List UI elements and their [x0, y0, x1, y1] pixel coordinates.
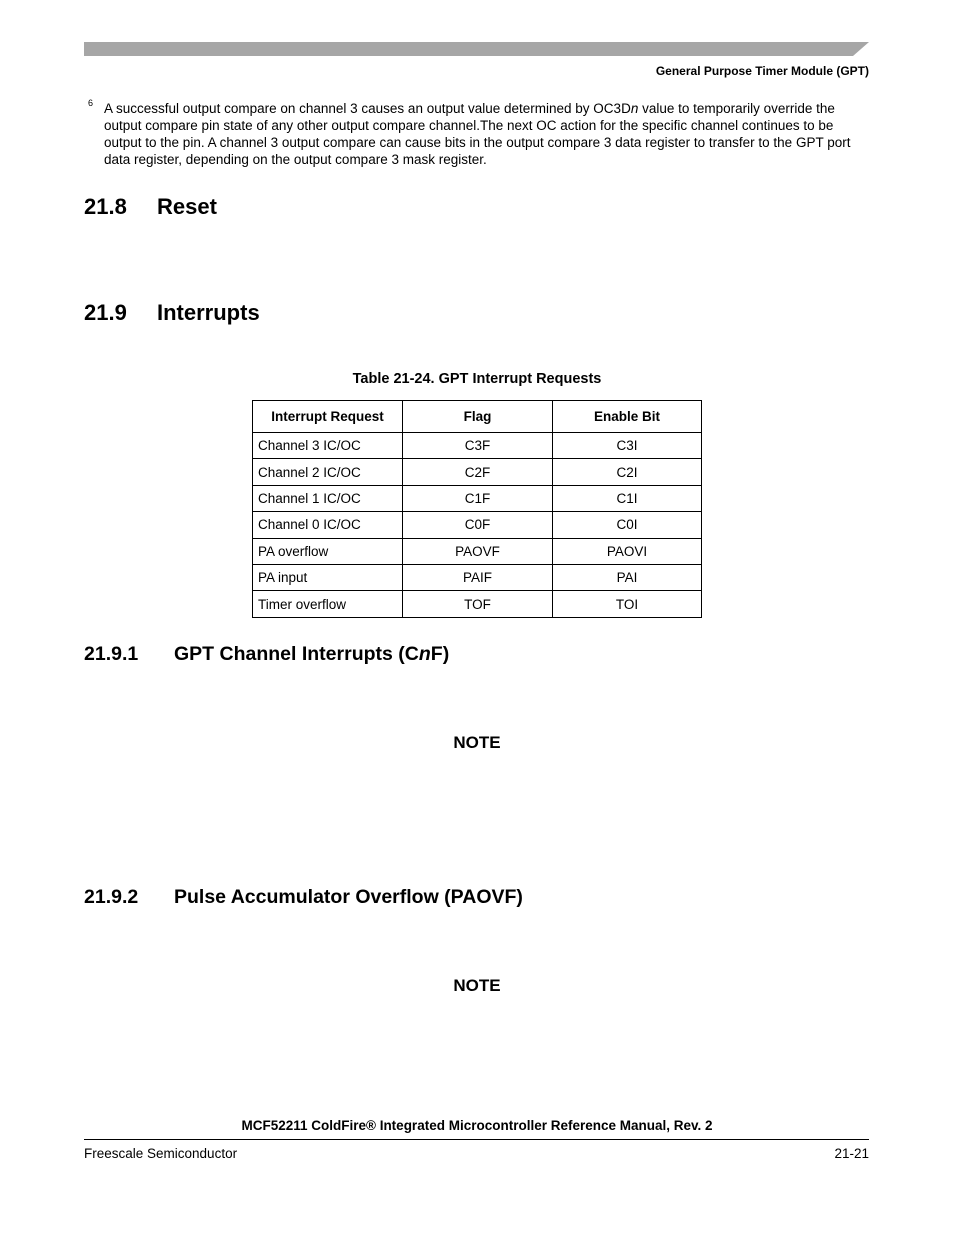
- table-caption: Table 21-24. GPT Interrupt Requests: [352, 371, 602, 387]
- running-header: General Purpose Timer Module (GPT): [655, 64, 869, 78]
- section-heading-reset: 21.8 Reset: [84, 194, 217, 219]
- footer-divider: [84, 1139, 869, 1140]
- header-cell: Flag: [403, 401, 553, 433]
- note-heading: NOTE: [453, 976, 501, 995]
- footnote-mark: 6: [88, 98, 94, 108]
- table-cell: C0F: [403, 512, 553, 538]
- table-cell: Channel 3 IC/OC: [253, 433, 403, 459]
- interrupt-requests-table: [252, 400, 702, 618]
- table-row: [253, 538, 702, 564]
- table-cell: C2I: [553, 459, 702, 485]
- table-header-row: [253, 401, 702, 433]
- table-cell: PAIF: [403, 564, 553, 590]
- footer-manual-title: MCF52211 ColdFire® Integrated Microcontroller Reference Manual, Rev. 2: [241, 1118, 713, 1133]
- section-heading-paovf: 21.9.2 Pulse Accumulator Overflow (PAOVF): [84, 886, 523, 908]
- table-cell: PA overflow: [253, 538, 403, 564]
- table-cell: Channel 2 IC/OC: [253, 459, 403, 485]
- header-cell: Enable Bit: [553, 401, 702, 433]
- table-row: [253, 459, 702, 485]
- section-heading-channel-interrupts: 21.9.1 GPT Channel Interrupts (CnF): [84, 643, 450, 665]
- table-cell: Channel 1 IC/OC: [253, 485, 403, 511]
- table-cell: C2F: [403, 459, 553, 485]
- table-cell: TOF: [403, 591, 553, 617]
- table-cell: PA input: [253, 564, 403, 590]
- table-cell: PAOVI: [553, 538, 702, 564]
- table-cell: C3F: [403, 433, 553, 459]
- table-row: [253, 591, 702, 617]
- table-cell: TOI: [553, 591, 702, 617]
- table-row: [253, 485, 702, 511]
- table-cell: PAOVF: [403, 538, 553, 564]
- table-cell: PAI: [553, 564, 702, 590]
- footer-company: Freescale Semiconductor: [84, 1146, 238, 1161]
- table-cell: Channel 0 IC/OC: [253, 512, 403, 538]
- header-bar: [84, 42, 869, 56]
- table-cell: C3I: [553, 433, 702, 459]
- table-row: [253, 512, 702, 538]
- note-heading: NOTE: [453, 733, 501, 752]
- page-number: 21-21: [834, 1146, 869, 1161]
- table-row: [253, 564, 702, 590]
- table-cell: C1F: [403, 485, 553, 511]
- footnote-text: A successful output compare on channel 3 causes an output value determined by OC3Dn value to temporarily override the output compare pin state of any other output compare channel.The next OC action for the specific channel continues to be output to the pin. A channel 3 output compare can cause bits in the output compare 3 data register to transfer to the GPT port data register, depending on the output compare 3 mask register.: [104, 101, 851, 167]
- table-row: [253, 433, 702, 459]
- section-heading-interrupts: 21.9 Interrupts: [84, 300, 260, 325]
- table-cell: C0I: [553, 512, 702, 538]
- header-cell: Interrupt Request: [253, 401, 403, 433]
- table-cell: C1I: [553, 485, 702, 511]
- table-cell: Timer overflow: [253, 591, 403, 617]
